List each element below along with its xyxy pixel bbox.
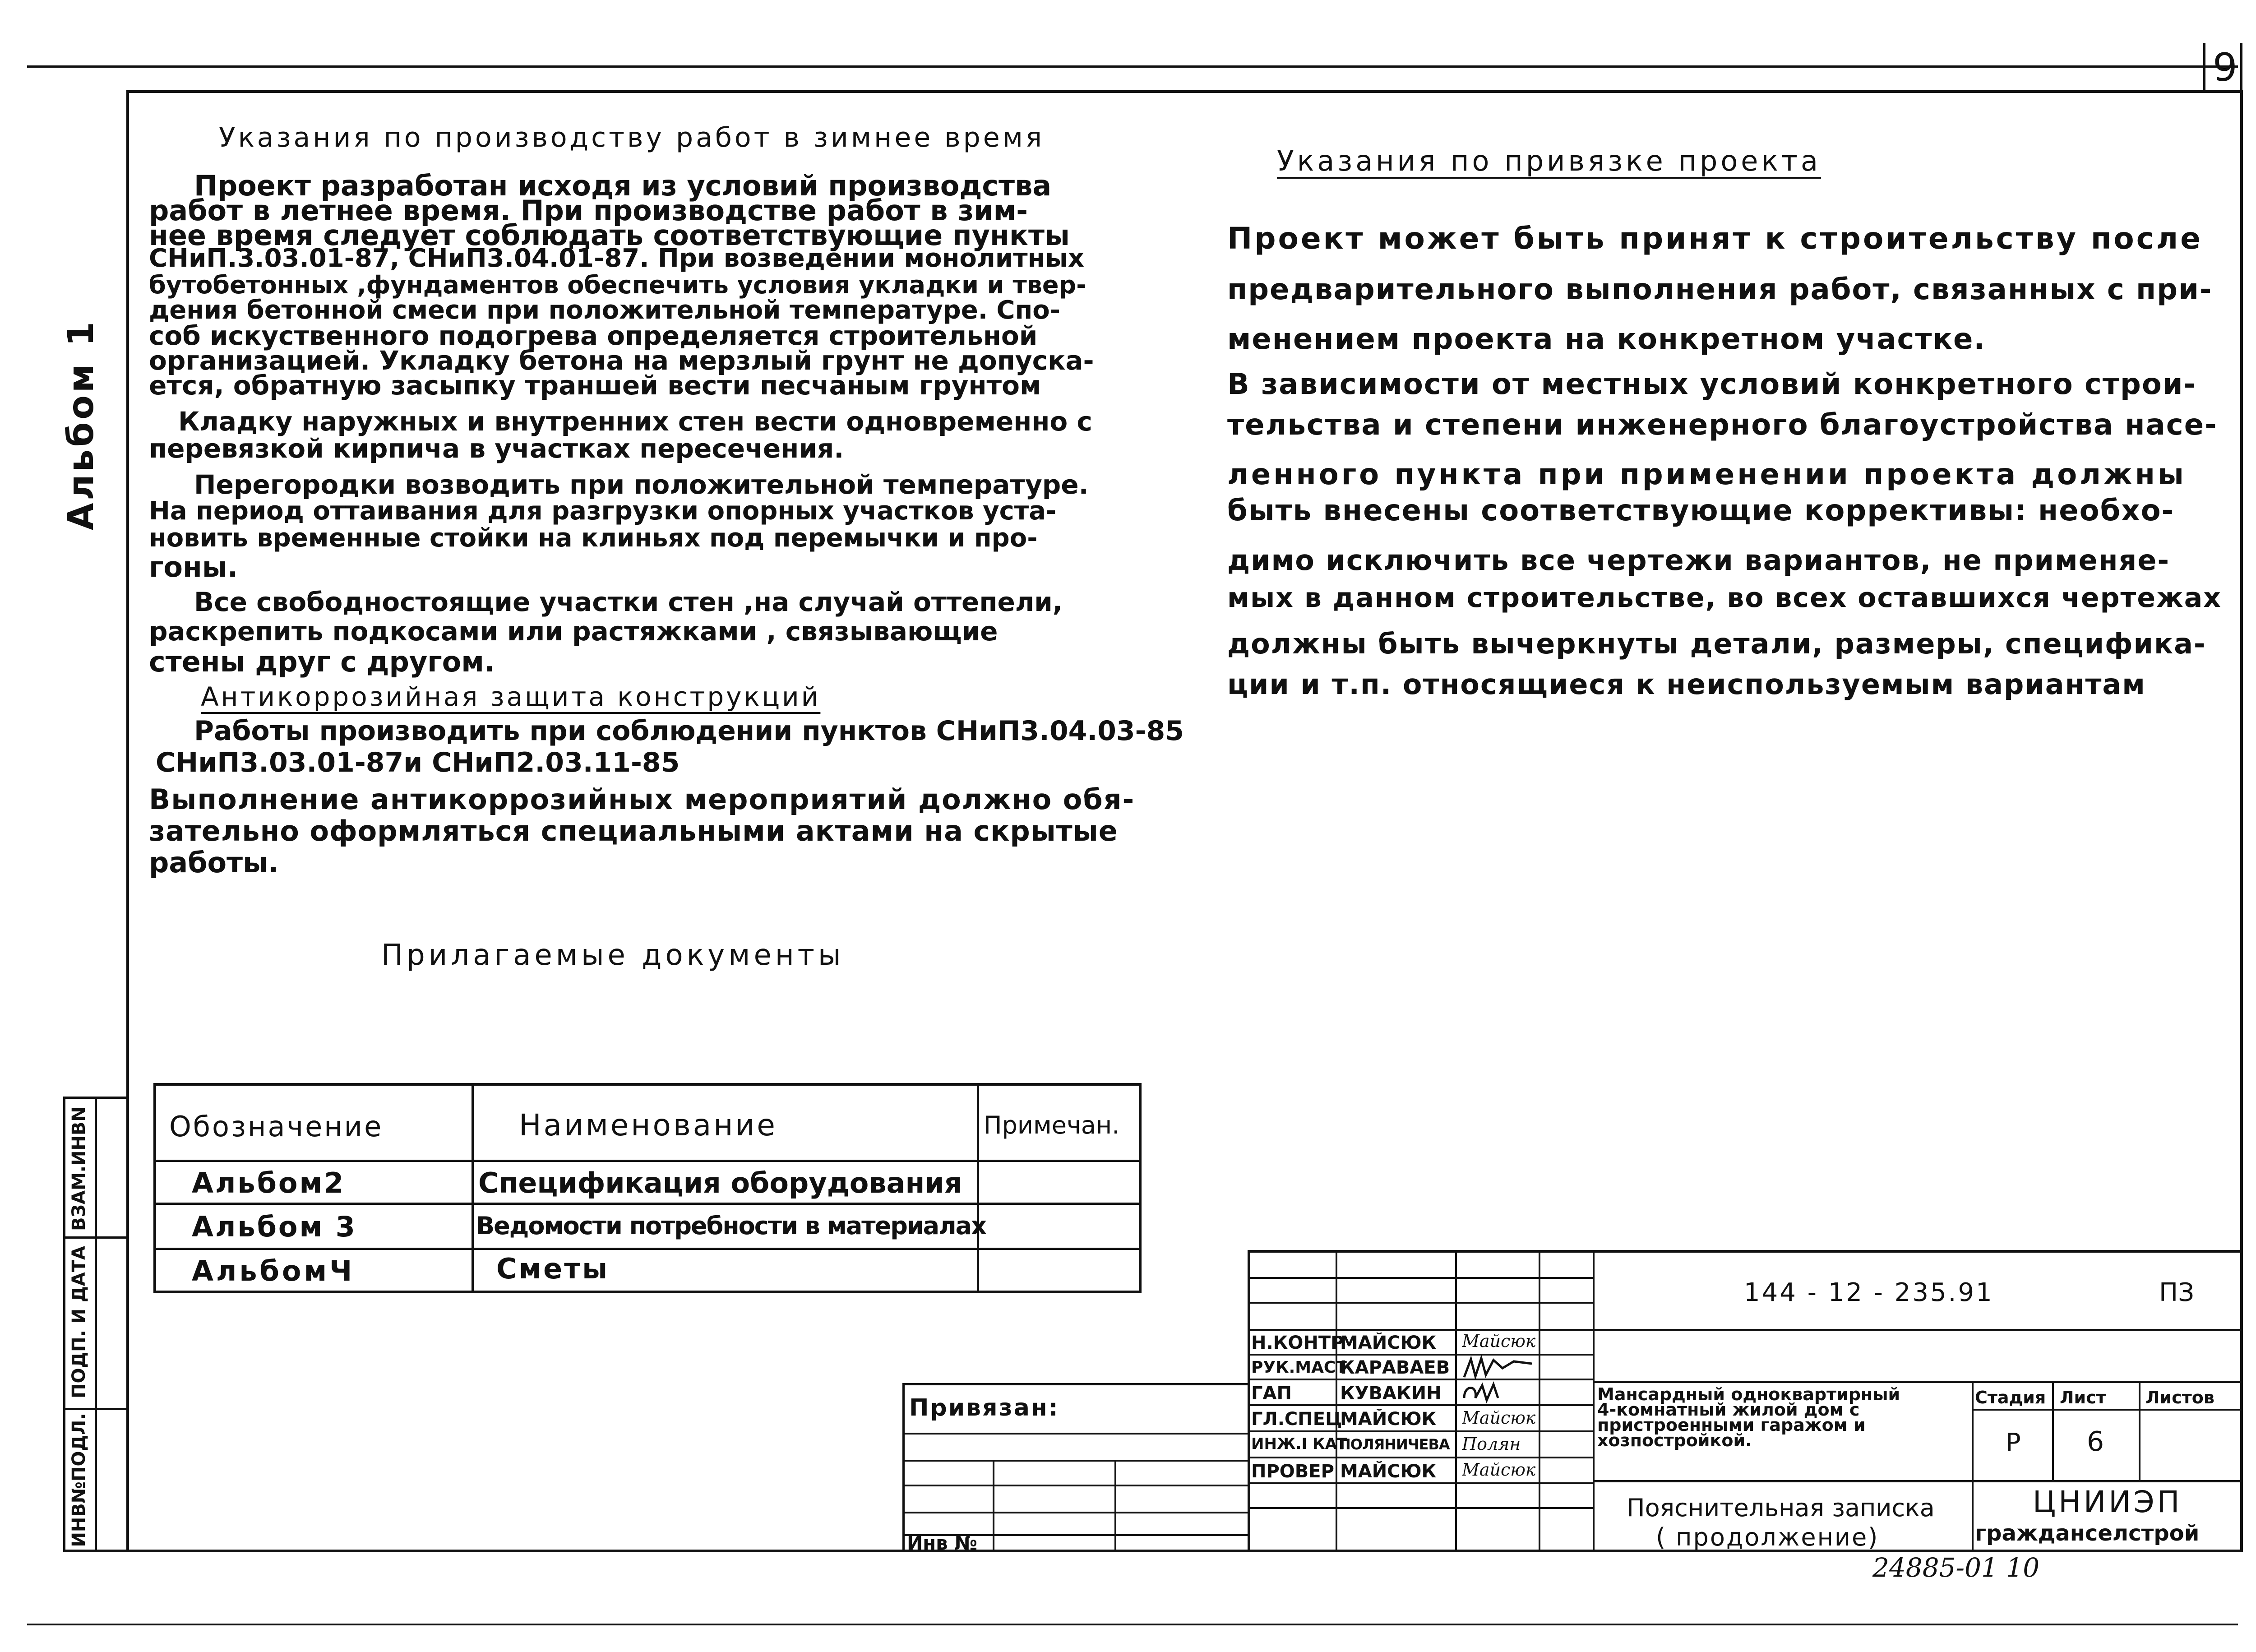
winter-line-4: СНиП.3.03.01-87, СНиП3.04.01-87. При возведении монолитных	[149, 244, 1085, 273]
binding-line-3: менением проекта на конкретном участке.	[1227, 323, 1986, 356]
sheet-number: 9	[2213, 45, 2238, 90]
signature-6: Майсюк	[1462, 1460, 1536, 1480]
inv-label: Инв №	[907, 1532, 977, 1554]
stage-label: Стадия	[1975, 1388, 2046, 1407]
sheet-number-box-bottom	[2203, 90, 2243, 93]
stamp-podp-data: ПОДП. И ДАТА	[69, 1246, 89, 1398]
sign-name-1: МАЙСЮК	[1340, 1333, 1437, 1353]
binding-line-2: предварительного выполнения работ, связанных с при-	[1227, 273, 2213, 306]
doc-mark: ПЗ	[2159, 1278, 2195, 1307]
sign-role-6: ПРОВЕР	[1251, 1461, 1334, 1482]
sign-role-1: Н.КОНТР	[1251, 1333, 1344, 1353]
table-row-3-name: Сметы	[496, 1252, 610, 1285]
winter-line-2: работ в летнее время. При производстве работ в зим-	[149, 194, 1028, 227]
bottom-border	[27, 1624, 2238, 1625]
binding-title: Указания по привязке проекта	[1277, 144, 1821, 177]
inner-frame-top	[126, 90, 2242, 93]
binding-line-1: Проект может быть принят к строительству после	[1227, 221, 2203, 256]
privyazan-block	[902, 1383, 1250, 1552]
sign-name-2: КАРАВАЕВ	[1340, 1357, 1450, 1378]
winter-line-3: нее время следует соблюдать соответствующие пункты	[149, 219, 1070, 252]
object-line-3: пристроенными гаражом и	[1597, 1415, 1866, 1435]
winter-line-13: На период оттаивания для разгрузки опорных участков уста-	[149, 496, 1057, 526]
winter-line-9: ется, обратную засыпку траншей вести песчаным грунтом	[149, 370, 1041, 401]
attached-docs-title: Прилагаемые документы	[381, 939, 845, 972]
sign-role-4: ГЛ.СПЕЦ	[1251, 1409, 1342, 1430]
winter-line-11: перевязкой кирпича в участках пересечения.	[149, 433, 844, 464]
anticorrosion-line-3: Выполнение антикоррозийных мероприятий должно обя-	[149, 783, 1135, 816]
table-row-2-designation: Альбом 3	[192, 1210, 357, 1243]
privyazan-label: Привязан:	[909, 1394, 1059, 1421]
signature-1: Майсюк	[1462, 1331, 1536, 1351]
winter-line-14: новить временные стойки на клиньях под перемычки и про-	[149, 523, 1038, 553]
sheet-value: 6	[2087, 1426, 2104, 1458]
signature-kuvakin-icon	[1460, 1380, 1509, 1407]
org-line-2: гражданселстрой	[1975, 1521, 2200, 1546]
stage-value: Р	[2006, 1428, 2021, 1458]
object-line-1: Мансардный одноквартирный	[1597, 1384, 1900, 1404]
doc-title-line-2: ( продолжение)	[1656, 1523, 1879, 1551]
anticorrosion-line-2: СНиП3.03.01-87и СНиП2.03.11-85	[156, 747, 680, 778]
sign-role-2: РУК.МАСТ	[1251, 1358, 1347, 1377]
org-line-1: ЦНИИЭП	[2033, 1485, 2182, 1519]
binding-line-8: димо исключить все чертежи вариантов, не применяе-	[1227, 544, 2170, 577]
anticorrosion-line-4: зательно оформляться специальными актами на скрытые	[149, 814, 1118, 847]
doc-code: 144 - 12 - 235.91	[1744, 1278, 1994, 1307]
winter-line-10: Кладку наружных и внутренних стен вести одновременно с	[178, 406, 1092, 437]
winter-line-18: стены друг с другом.	[149, 645, 495, 678]
binding-line-7: быть внесены соответствующие коррективы: необхо-	[1227, 494, 2175, 528]
signature-5: Полян	[1462, 1434, 1521, 1454]
signature-4: Майсюк	[1462, 1408, 1536, 1428]
sign-role-3: ГАП	[1251, 1383, 1292, 1404]
binding-line-9: мых в данном строительстве, во всех оставшихся чертежах	[1227, 582, 2222, 614]
winter-line-7: соб искуственного подогрева определяется строительной	[149, 320, 1038, 351]
table-header-designation: Обозначение	[169, 1110, 384, 1143]
winter-line-12: Перегородки возводить при положительной температуре.	[194, 469, 1089, 500]
winter-line-15: гоны.	[149, 551, 238, 583]
anticorrosion-title: Антикоррозийная защита конструкций	[201, 681, 821, 712]
table-header-name: Наименование	[519, 1108, 777, 1143]
anticorrosion-line-5: работы.	[149, 846, 279, 879]
anticorrosion-line-1: Работы производить при соблюдении пунктов СНиП3.04.03-85	[194, 715, 1184, 747]
winter-line-16: Все свободностоящие участки стен ,на случай оттепели,	[194, 587, 1063, 617]
object-line-2: 4-комнатный жилой дом с	[1597, 1400, 1860, 1420]
winter-line-5: бутобетонных ,фундаментов обеспечить условия укладки и твер-	[149, 271, 1086, 299]
winter-line-6: дения бетонной смеси при положительной температуре. Спо-	[149, 296, 1061, 325]
signature-karavaev-icon	[1460, 1355, 1536, 1382]
sign-name-3: КУВАКИН	[1340, 1383, 1442, 1404]
object-line-4: хозпостройкой.	[1597, 1430, 1752, 1450]
table-row-2-name: Ведомости потребности в материалах	[476, 1212, 986, 1240]
binding-line-4: В зависимости от местных условий конкретного строи-	[1227, 368, 2197, 401]
binding-line-6: ленного пункта при применении проекта должны	[1227, 458, 2187, 491]
binding-line-10: должны быть вычеркнуты детали, размеры, специфика-	[1227, 627, 2206, 660]
doc-title-line-1: Пояснительная записка	[1627, 1494, 1935, 1522]
winter-line-8: организацией. Укладку бетона на мерзлый грунт не допуска-	[149, 345, 1094, 376]
bottom-code: 24885-01 10	[1872, 1552, 2040, 1583]
binding-line-5: тельства и степени инженерного благоустройства насе-	[1227, 408, 2218, 442]
attached-docs-table	[153, 1083, 1142, 1293]
stamp-inv-podl: ИНВ№ПОДЛ.	[69, 1413, 89, 1547]
winter-line-1: Проект разработан исходя из условий производства	[194, 169, 1052, 202]
stamp-vzam-inv: ВЗАМ.ИНВN	[69, 1106, 89, 1231]
table-row-3-designation: АльбомЧ	[192, 1254, 355, 1287]
title-block	[1248, 1250, 2242, 1552]
binding-line-11: ции и т.п. относящиеся к неиспользуемым вариантам	[1227, 668, 2146, 701]
sheet-label: Лист	[2060, 1388, 2106, 1407]
sheet-number-box-right	[2240, 43, 2242, 92]
sheet-number-box-left	[2203, 43, 2205, 92]
sign-name-6: МАЙСЮК	[1340, 1461, 1437, 1482]
table-row-1-name: Спецификация оборудования	[478, 1166, 962, 1199]
table-header-note: Примечан.	[984, 1111, 1120, 1139]
table-row-1-designation: Альбом2	[192, 1166, 346, 1199]
winter-line-17: раскрепить подкосами или растяжками , связывающие	[149, 616, 998, 647]
sign-name-4: МАЙСЮК	[1340, 1409, 1437, 1430]
sheets-label: Листов	[2145, 1388, 2214, 1407]
album-label: Альбом 1	[61, 319, 102, 530]
sign-name-5: ПОЛЯНИЧЕВА	[1339, 1436, 1450, 1453]
top-border	[27, 65, 2238, 68]
winter-title: Указания по производству работ в зимнее время	[219, 122, 1045, 153]
sign-role-5: ИНЖ.I КАТ	[1251, 1435, 1348, 1453]
side-stamp	[63, 1097, 129, 1552]
